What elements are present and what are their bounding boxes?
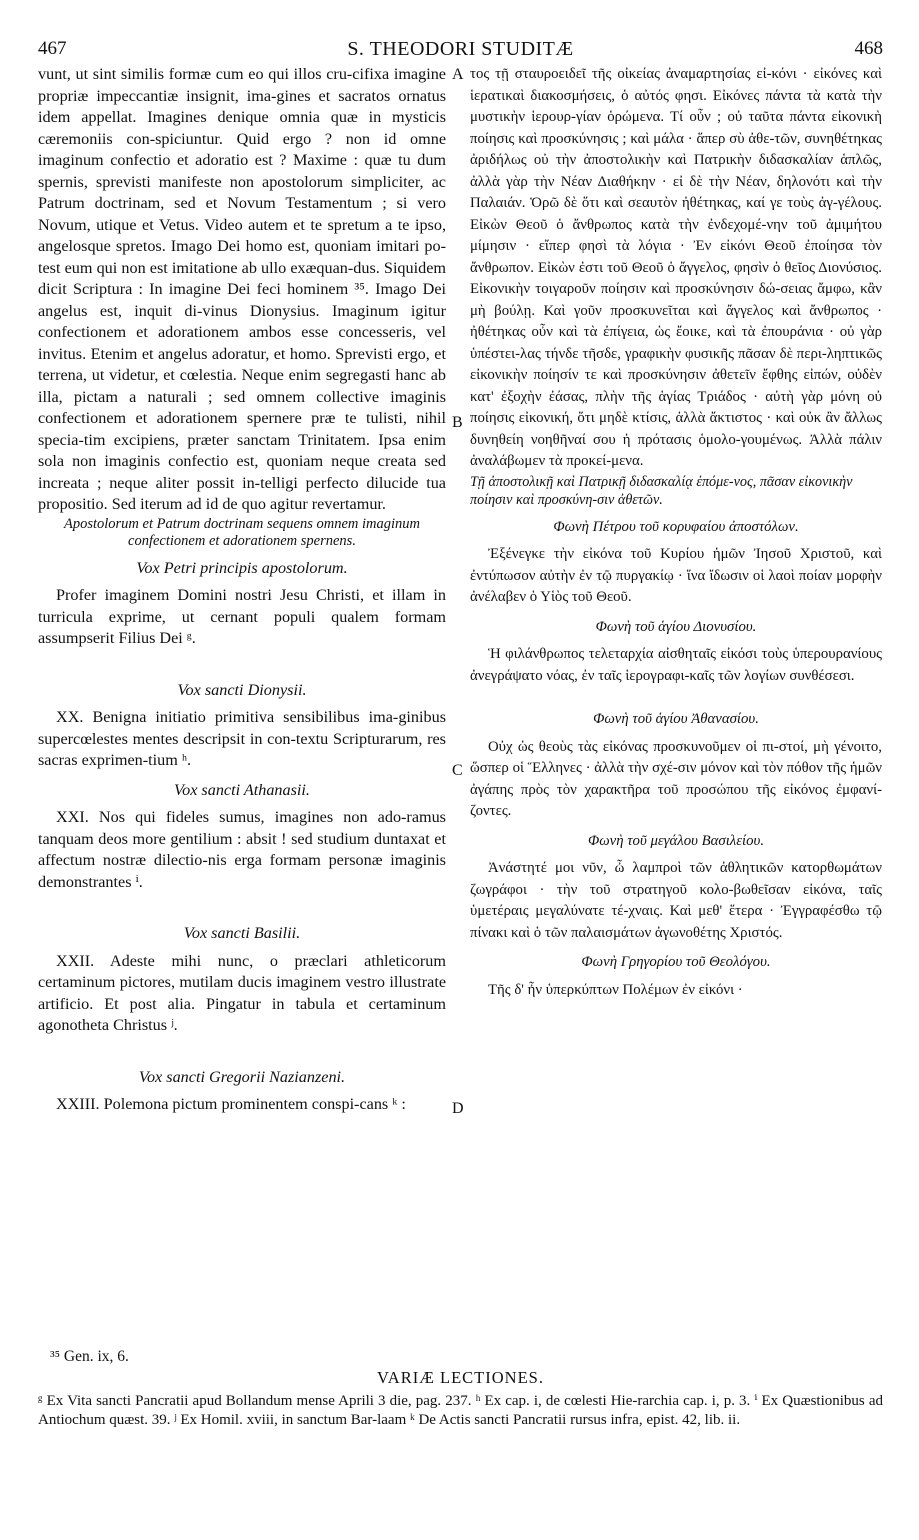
variae-lectiones-text: ᵍ Ex Vita sancti Pancratii apud Bollandum mense Aprili 3 die, pag. 237. ʰ Ex cap. i, de cœlesti Hie-rarchia cap. i, p. 3. ⁱ Ex Quæstionibus ad Antiochum quæst. 39. ʲ Ex Homil. xviii, in sanctum Bar-laam ᵏ De Actis sancti Pancratii rursus infra, epist. 42, lib. ii. xyxy=(38,1393,883,1428)
greek-summary: Τῇ ἀποστολικῇ καὶ Πατρικῇ διδασκαλίᾳ ἑπόμε-νος, πᾶσαν εἰκονικὴν ποίησιν καὶ προσκύνη-σιν ἀθετῶν. xyxy=(470,473,853,508)
greek-heading-gregorii: Φωνὴ Γρηγορίου τοῦ Θεολόγου. xyxy=(581,954,771,970)
greek-paragraph-petri: Ἐξένεγκε τὴν εἰκόνα τοῦ Κυρίου ἡμῶν Ἰησοῦ Χριστοῦ, καὶ ἐντύπωσον αὐτὴν ἐν τῷ πυργακίῳ · ἵνα ἴδωσιν οἱ λαοὶ ποίαν μορφὴν ἀνέλαβεν ὁ Υἱὸς τοῦ Θεοῦ. xyxy=(470,546,882,605)
margin-letter-c: C xyxy=(452,762,463,779)
variae-lectiones-title: VARIÆ LECTIONES. xyxy=(377,1368,544,1387)
latin-heading-dionysii: Vox sancti Dionysii. xyxy=(177,680,307,699)
greek-heading-petri: Φωνὴ Πέτρου τοῦ κορυφαίου ἀποστόλων. xyxy=(553,518,799,535)
latin-summary: Apostolorum et Patrum doctrinam sequens omnem imaginum confectionem et adorationem spernens. xyxy=(63,515,421,549)
greek-paragraph-basilii: Ἀνάστητέ μοι νῦν, ὦ λαμπροὶ τῶν ἀθλητικῶν κατορθωμάτων ζωγράφοι · τὴν τοῦ στρατηγοῦ κολο-βωθεῖσαν εἰκόνα, ταῖς ὑμετέραις μεγαλύνατε τέ-χναις. Καὶ μεθ' ἕτερα · Ἐγγραφέσθω τῷ πίνακι καὶ ὁ τῶν παλαισμάτων ἀγωνοθέτης Χριστός. xyxy=(470,860,882,941)
greek-paragraph-gregorii: Τῆς δ' ἦν ὑπερκύπτων Πολέμων ἐν εἰκόνι · xyxy=(488,981,743,998)
latin-heading-petri: Vox Petri principis apostolorum. xyxy=(136,558,348,577)
page-header xyxy=(38,38,883,62)
greek-column xyxy=(470,64,882,1001)
greek-heading-athanasii: Φωνὴ τοῦ ἁγίου Ἀθανασίου. xyxy=(593,711,759,727)
page-number-right: 468 xyxy=(854,38,883,59)
margin-letter-a: A xyxy=(452,66,464,83)
margin-letter-b: B xyxy=(452,414,463,431)
latin-column xyxy=(38,64,446,1116)
page-number-left: 467 xyxy=(38,38,67,59)
footnote-35: ³⁵ Gen. ix, 6. xyxy=(50,1348,129,1365)
latin-paragraph-main: vunt, ut sint similis formæ cum eo qui illos cru-cifixa imagine propriæ impeccantiæ insignit, ima-gines et sacratos ornatus idem appellat. Imagines denique omnia quæ in mysticis cæremoniis con-spiciuntur. Quid ergo ? non id omne imaginum confectio et adoratio est ? Maxime : quæ tu dum spernis, sprevisti manifeste non apostolorum simpliciter, ac Patrum doctrinam, sed et Novum Testamentum ; si vero Novum, utique et Vetus. Video autem et te spretum a te ipso, angelosque spretos. Imago Dei homo est, quoniam imitari po-test eum qui non est imitatione ab ullo exæquan-dus. Siquidem dicit Scriptura : In imagine Dei feci hominem ³⁵. Imago Dei angelus est, inquit di-vinus Dionysius. Imaginum igitur confectionem et adorationem ambos esse concesseris, vel invitus. Etenim et angelus adoratur, et homo. Sprevisti ergo, et terrena, ut videtur, et cœlestia. Neque enim segregasti hanc ab illa, pictam a naturali ; sed omnem collective imaginis confectionem et adorationem spernere præ te tulisti, nihil specia-tim excipiens, præter sanctam Trinitatem. Ipsa enim sola non imaginis confectio est, quoniam neque creata sed increata ; neque aliter possit in-telligi perfecto dilucide tua propositio. Sed iterum ad id de quo agitur revertamur. xyxy=(38,65,446,513)
greek-paragraph-dionysii: Ἡ φιλάνθρωπος τελεταρχία αἰσθηταῖς εἰκόσι τοὺς ὑπερουρανίους ἀνεγράψατο νόας, ἐν ταῖς ἱερογραφι-καῖς τῶν λογίων συνθέσεσι. xyxy=(470,646,882,684)
greek-paragraph-athanasii: Οὐχ ὡς θεοὺς τὰς εἰκόνας προσκυνοῦμεν οἱ πι-στοί, μὴ γένοιτο, ὥσπερ οἱ Ἕλληνες · ἀλλὰ τὴν σχέ-σιν μόνον καὶ τὸν πόθον τῆς ἡμῶν ἀγάπης πρὸς τὸν χαρακτῆρα τοῦ προσώπου τῆς εἰκόνος ἐμφανί-ζοντες. xyxy=(470,738,882,819)
margin-letter-d: D xyxy=(452,1100,464,1117)
latin-heading-gregorii: Vox sancti Gregorii Nazianzeni. xyxy=(138,1067,346,1086)
running-title: S. THEODORI STUDITÆ xyxy=(347,38,574,60)
greek-heading-dionysii: Φωνὴ τοῦ ἁγίου Διονυσίου. xyxy=(595,618,757,635)
latin-paragraph-gregorii: XXIII. Polemona pictum prominentem conspi-cans ᵏ : xyxy=(56,1095,406,1113)
latin-paragraph-petri: Profer imaginem Domini nostri Jesu Christi, et illam in turricula exprime, ut cernant populi qualem formam assumpserit Filius Dei ᵍ. xyxy=(38,586,446,647)
greek-paragraph-main: τος τῇ σταυροειδεῖ τῆς οἰκείας ἀναμαρτησίας εἰ-κόνι · εἰκόνες καὶ ἱερατικαὶ διακοσμήσεις, ὁ αὐτός φησι. Εἰκόνες πάντα τὰ κατὰ τὴν μυστικὴν ἱερουρ-γίαν ὁρώμενα. Τί οὖν ; οὐ ταῦτα πάντα εἰκονικὴ ποίησις καὶ προσκύνησις ; καὶ μάλα · ἅπερ σὺ ἀθε-τῶν, συνηθέτηκας ἀριδήλως οὐ τὴν ἀποστολικὴν καὶ Πατρικὴν διδασκαλίαν ἁπλῶς, ἀλλὰ γὰρ τὴν Νέαν Διαθήκην · εἰ δὲ τὴν Νέαν, δηλονότι καὶ τὴν Παλαιάν. Ὁρῶ δὲ ὅτι καὶ σεαυτὸν ἠθέτηκας, καί γε τοὺς ἀγ-γέλους. Εἰκὼν Θεοῦ ὁ ἄνθρωπος κατὰ τὴν ἐνδεχομέ-νην τοῦ ἀμιμήτου μίμησιν · εἴπερ φησὶ τὰ λόγια · Ἐν εἰκόνι Θεοῦ ἐποίησα τὸν ἄνθρωπον. Εἰκὼν ἐστι τοῦ Θεοῦ ὁ ἄγγελος, φησὶν ὁ θεῖος Διονύσιος. Εἰκονικὴν τοιγαροῦν ποίησιν καὶ προσκύνησιν δώ-σειας ἄμφω, κἂν μὴ βούλῃ. Καὶ γοῦν προσκυνεῖται καὶ ἄγγελος καὶ ἄνθρωπος · ἠθέτηκας οὖν καὶ τὰ ἐπίγεια, ὡς ἔοικε, καὶ τὰ ἐπουράνια · οὐ γὰρ ὑπέστει-λας τήνδε τῆσδε, γραφικὴν φυσικῆς πᾶσαν δὲ περι-ληπτικῶς εἰκονικὴν ποίησίν τε καὶ προσκύνησιν ἀθετεῖν ἔφθης εἰπών, οὐδὲν κατ' ἐξοχὴν ἐάσας, πλὴν τῆς ἁγίας Τριάδος · αὐτὴ γὰρ μόνη οὐ ποίησις εἰκονική, ὅτι μηδὲ κτίσις, ἀλλὰ ἄκτιστος · καὶ οὐκ ἂν ἄλλως δυνηθείη νοηθῆναί σου ἡ πρότασις ὁμολο-γουμένως. Ἀλλὰ πάλιν ἀναλάβωμεν τὰ προκεί-μενα. xyxy=(470,66,882,469)
latin-paragraph-basilii: XXII. Adeste mihi nunc, o præclari athleticorum certaminum pictores, mutilam ducis imaginem vestro illustrate artificio. Et post alia. Pingatur in tabula et certaminum agonotheta Christus ʲ. xyxy=(38,951,446,1034)
greek-heading-basilii: Φωνὴ τοῦ μεγάλου Βασιλείου. xyxy=(587,832,765,849)
latin-paragraph-athanasii: XXI. Nos qui fideles sumus, imagines non ado-ramus tanquam deos more gentilium : absit ! sed studium duntaxat et affectum nostræ dilectio-nis erga formam personæ imaginis demonstrantes ⁱ. xyxy=(38,808,446,891)
latin-heading-athanasii: Vox sancti Athanasii. xyxy=(174,780,310,799)
latin-heading-basilii: Vox sancti Basilii. xyxy=(183,924,301,942)
latin-paragraph-dionysii: XX. Benigna initiatio primitiva sensibilibus ima-ginibus supercœlestes mentes descripsit in con-textu Scripturarum, res sacras exprimen-tium ʰ. xyxy=(38,708,446,769)
